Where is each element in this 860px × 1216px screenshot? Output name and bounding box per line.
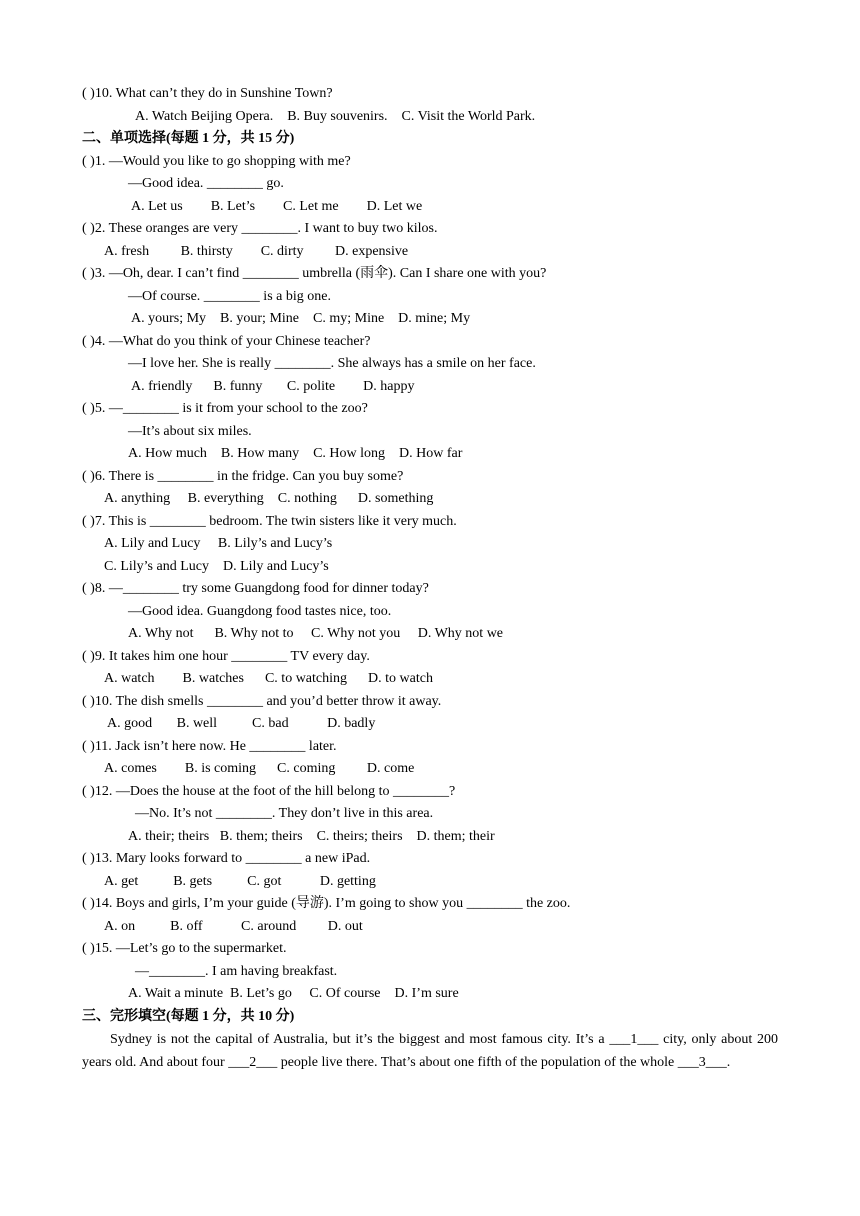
question-12-stem: ( )12. —Does the house at the foot of the hill belong to ________? — [82, 784, 456, 799]
q10-prev-stem: ( )10. What can’t they do in Sunshine Town? — [82, 86, 333, 101]
question-9-options: A. watch B. watches C. to watching D. to watch — [104, 671, 433, 686]
question-12-line-2: —No. It’s not ________. They don’t live in this area. — [135, 806, 434, 821]
question-8-stem: ( )8. —________ try some Guangdong food for dinner today? — [82, 581, 429, 596]
q10-prev-options: A. Watch Beijing Opera. B. Buy souvenirs. C. Visit the World Park. — [135, 109, 536, 124]
question-2-options: A. fresh B. thirsty C. dirty D. expensive — [104, 244, 409, 259]
question-5-stem: ( )5. —________ is it from your school to the zoo? — [82, 401, 368, 416]
question-11-options: A. comes B. is coming C. coming D. come — [104, 761, 415, 776]
question-3-stem: ( )3. —Oh, dear. I can’t find ________ umbrella (雨伞). Can I share one with you? — [82, 266, 547, 281]
question-9-stem: ( )9. It takes him one hour ________ TV every day. — [82, 649, 370, 664]
question-13-stem: ( )13. Mary looks forward to ________ a new iPad. — [82, 851, 371, 866]
question-7-stem: ( )7. This is ________ bedroom. The twin sisters like it very much. — [82, 514, 457, 529]
question-7-options-row2: C. Lily’s and Lucy D. Lily and Lucy’s — [104, 559, 329, 574]
cloze-passage: Sydney is not the capital of Australia, but it’s the biggest and most famous city. It’s a ___1___ city, only about 200 years old. And about four ___2___ people live there. That’s about one fifth of the population of the whole ___3___. — [82, 1032, 778, 1070]
question-5-line-2: —It’s about six miles. — [128, 424, 252, 439]
section2-heading: 二、单项选择(每题 1 分，共 15 分) — [82, 131, 295, 146]
question-12-options: A. their; theirs B. them; theirs C. theirs; theirs D. them; their — [128, 829, 495, 844]
question-14-options: A. on B. off C. around D. out — [104, 919, 363, 934]
question-15-line-2: —________. I am having breakfast. — [135, 964, 338, 979]
question-6-options: A. anything B. everything C. nothing D. something — [104, 491, 434, 506]
question-4-options: A. friendly B. funny C. polite D. happy — [131, 379, 415, 394]
question-6-stem: ( )6. There is ________ in the fridge. Can you buy some? — [82, 469, 404, 484]
question-13-options: A. get B. gets C. got D. getting — [104, 874, 376, 889]
question-1-line-2: —Good idea. ________ go. — [128, 176, 284, 191]
question-2-stem: ( )2. These oranges are very ________. I want to buy two kilos. — [82, 221, 438, 236]
question-4-line-2: —I love her. She is really ________. She always has a smile on her face. — [128, 356, 536, 371]
question-15-options: A. Wait a minute B. Let’s go C. Of course D. I’m sure — [128, 986, 459, 1001]
question-8-line-2: —Good idea. Guangdong food tastes nice, too. — [128, 604, 392, 619]
question-3-options: A. yours; My B. your; Mine C. my; Mine D. mine; My — [131, 311, 471, 326]
question-3-line-2: —Of course. ________ is a big one. — [128, 289, 331, 304]
question-1-options: A. Let us B. Let’s C. Let me D. Let we — [131, 199, 423, 214]
question-14-stem: ( )14. Boys and girls, I’m your guide (导游). I’m going to show you ________ the zoo. — [82, 896, 571, 911]
question-8-options: A. Why not B. Why not to C. Why not you D. Why not we — [128, 626, 504, 641]
question-11-stem: ( )11. Jack isn’t here now. He ________ later. — [82, 739, 337, 754]
question-10-options: A. good B. well C. bad D. badly — [107, 716, 376, 731]
section3-heading: 三、完形填空(每题 1 分，共 10 分) — [82, 1009, 295, 1024]
question-10-stem: ( )10. The dish smells ________ and you’d better throw it away. — [82, 694, 442, 709]
question-5-options: A. How much B. How many C. How long D. How far — [128, 446, 463, 461]
question-7-options-row1: A. Lily and Lucy B. Lily’s and Lucy’s — [104, 536, 333, 551]
question-4-stem: ( )4. —What do you think of your Chinese teacher? — [82, 334, 371, 349]
question-1-stem: ( )1. —Would you like to go shopping with me? — [82, 154, 351, 169]
question-15-stem: ( )15. —Let’s go to the supermarket. — [82, 941, 287, 956]
